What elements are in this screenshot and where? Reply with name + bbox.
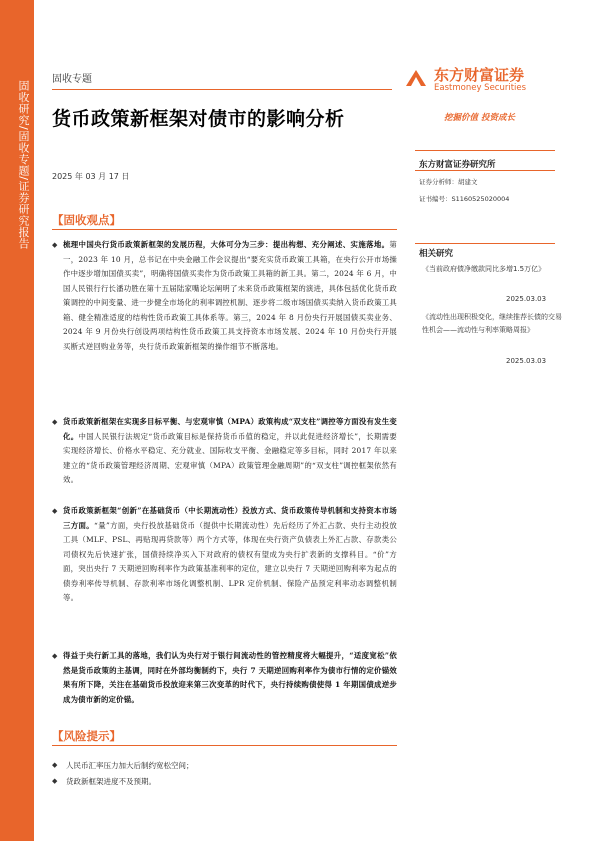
paragraph-1-lead: 梳理中国央行货币政策新框架的发展历程，大体可分为三步：提出构想、充分阐述、实施落地。 (63, 240, 390, 249)
brand-logo-icon (404, 66, 428, 90)
related-date-1: 2025.03.03 (506, 295, 547, 303)
sidebar-label: 固收研究/固收专题/证券研究报告 (17, 80, 30, 250)
page-title: 货币政策新框架对债市的影响分析 (52, 108, 345, 130)
paragraph-3-body: “量”方面，央行投放基础货币（提供中长期流动性）先后经历了外汇占款、央行主动投放工具（MLF、PSL、再贴现再贷款等）两个方式等，体现在央行资产负债表上外汇占款、存款类公司债权先后快速扩张，国债持续净买入下对政府的债权有望成为央行扩表新的支撑科目。“价”方面，突出央行 7 天期逆回购利率作为政策基准利率的定位，建立以央行 7 天期逆回购利率为起点的债券利率传导机制、存款利率市场化调整机制、LPR 定价机制、保险产品预定利率动态调整机制等。 (63, 520, 397, 602)
institute-name: 东方财富证券研究所 (419, 160, 496, 170)
related-item-1[interactable]: 《当前政府债净缴款同比多增1.5万亿》 (422, 265, 546, 273)
paragraph-1 (63, 238, 397, 354)
paragraph-4 (63, 649, 397, 707)
risk-section-underline (52, 745, 397, 746)
paragraph-4-body: 得益于央行新工具的落地，我们认为央行对于银行间流动性的管控精度将大幅提升，“适度宽松”依然是货币政策的主基调，同时在外部均衡制约下，央行 7 天期逆回购利率作为债市行情的定价锚效果有所下降，关注在基础货币投放迎来第三次变革的时代下，央行持续购债使得 1 年期国债成逆步成为债市新的定价锚。 (63, 651, 397, 704)
bullet-icon: ◆ (52, 777, 58, 785)
brand-name-cn: 东方财富证券 (434, 66, 525, 84)
bullet-icon: ◆ (52, 418, 58, 426)
report-date: 2025 年 03 月 17 日 (52, 172, 130, 181)
risk-section-title: 【风险提示】 (52, 729, 121, 743)
bullet-icon: ◆ (52, 761, 58, 769)
paragraph-3-lead: 货币政策新框架“创新”在基础货币（中长期流动性）投放方式、货币政策传导机制和支持资本市场三方面。 (63, 506, 397, 530)
related-item-2[interactable]: 《流动性出现积极变化，继续推荐长债的交易性机会——流动性与利率策略周报》 (422, 313, 562, 334)
bullet-icon: ◆ (52, 241, 58, 249)
related-title: 相关研究 (419, 249, 454, 259)
paragraph-1-body: 第一，2023 年 10 月，总书记在中央金融工作会议提出“要充实货币政策工具箱，在央行公开市场操作中逐步增加国债买卖”，明确将国债买卖作为货币政策工具箱的新工具。第二，2024 年 6 月，中国人民银行行长潘功胜在第十五届陆家嘴论坛阐明了未来货币政策框架的演进，具体包括优化货币政策调控的中间变量、进一步健全市场化的利率调控机制、逐步将二级市场国债买卖纳入货币政策工具箱、健全精准适度的结构性货币政策工具体系等。第三，2024 年 8 月份央行开展国债买卖业务、2024 年 9 月份央行创设两项结构性货币政策工具支持资本市场发展、2024 年 10 月份央行开展买断式逆回购业务等，央行货币政策新框架的操作细节不断落地。 (63, 240, 397, 351)
analyst-cert: 证书编号：S1160525020004 (419, 195, 510, 203)
brand-slogan: 挖掘价值 投资成长 (444, 113, 515, 123)
paragraph-2-lead: 货币政策新框架在实现多目标平衡、与宏观审慎（MPA）政策构成“双支柱”调控等方面没有发生变化。 (63, 417, 397, 441)
analyst-name: 证券分析师：胡建文 (419, 178, 478, 186)
paragraph-2-body: 中国人民银行法规定“货币政策目标是保持货币币值的稳定，并以此促进经济增长”，长期需要实现经济增长、价格水平稳定、充分就业、国际收支平衡、金融稳定等多目标，同时 2017 年以来建立的“货币政策管理经济周期、宏观审慎（MPA）政策管理金融周期”的“双支柱”调控框架依然有效。 (63, 431, 398, 484)
risk-item-2: 货政新框架进度不及预期。 (66, 777, 156, 786)
related-divider (415, 243, 555, 244)
bullet-icon: ◆ (52, 507, 58, 515)
sidebar-band (0, 0, 34, 841)
paragraph-3 (63, 504, 397, 606)
view-section-underline (52, 229, 397, 230)
paragraph-2 (63, 415, 397, 488)
brand-name-en: Eastmoney Securities (434, 83, 527, 93)
view-section-title: 【固收观点】 (52, 213, 121, 227)
bullet-icon: ◆ (52, 652, 58, 660)
institute-divider (415, 170, 555, 171)
institute-divider-top (415, 150, 555, 151)
report-series: 固收专题 (52, 74, 92, 85)
related-date-2: 2025.03.03 (506, 357, 547, 365)
series-divider (52, 89, 392, 90)
risk-item-1: 人民币汇率压力加大后制约宽松空间； (66, 761, 194, 770)
